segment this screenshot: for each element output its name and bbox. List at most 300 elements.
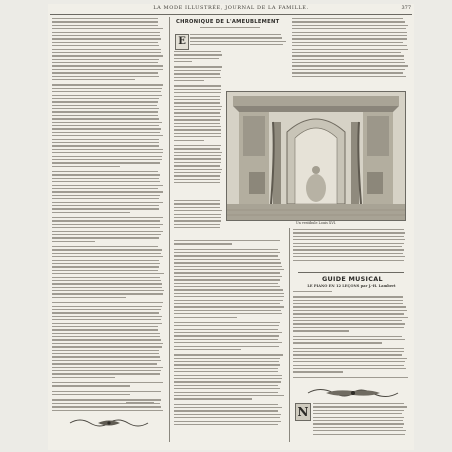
text-line bbox=[52, 79, 135, 80]
text-line bbox=[52, 38, 161, 39]
text-line bbox=[174, 272, 280, 273]
text-line bbox=[292, 28, 406, 29]
text-line bbox=[52, 42, 158, 43]
text-line bbox=[174, 349, 241, 350]
text-line bbox=[292, 65, 408, 66]
text-line bbox=[174, 310, 281, 311]
text-line bbox=[52, 363, 157, 364]
text-line bbox=[174, 410, 278, 411]
text-line bbox=[190, 41, 286, 42]
text-line bbox=[292, 35, 407, 36]
text-line bbox=[52, 256, 163, 257]
column-divider-right bbox=[289, 228, 290, 442]
text-line bbox=[293, 348, 404, 349]
text-line bbox=[313, 417, 404, 418]
text-line bbox=[52, 65, 163, 66]
text-line bbox=[52, 111, 158, 112]
text-line bbox=[52, 128, 161, 129]
text-line bbox=[52, 25, 158, 26]
text-line bbox=[52, 98, 159, 99]
text-line bbox=[292, 38, 407, 39]
text-line bbox=[52, 339, 161, 340]
text-line bbox=[52, 323, 162, 324]
text-line bbox=[52, 356, 160, 357]
text-line bbox=[52, 152, 163, 153]
text-line bbox=[174, 388, 280, 389]
text-line bbox=[292, 72, 403, 73]
text-line bbox=[313, 427, 403, 428]
left-column-signature bbox=[126, 402, 154, 405]
text-line bbox=[174, 109, 221, 110]
text-line bbox=[174, 381, 281, 382]
ornamental-banner bbox=[306, 386, 400, 400]
text-line bbox=[174, 243, 232, 244]
text-line bbox=[52, 115, 158, 116]
furnishing-text-narrow-2 bbox=[174, 200, 224, 236]
text-line bbox=[313, 430, 406, 431]
text-line bbox=[293, 296, 403, 297]
text-line bbox=[293, 249, 404, 250]
text-line bbox=[292, 21, 405, 22]
text-line bbox=[174, 364, 280, 365]
text-line bbox=[52, 399, 161, 400]
text-line bbox=[174, 342, 282, 343]
text-line bbox=[174, 371, 278, 372]
text-line bbox=[174, 152, 222, 153]
text-line bbox=[174, 145, 221, 146]
text-line bbox=[313, 420, 403, 421]
text-line bbox=[52, 21, 158, 22]
text-line bbox=[174, 165, 220, 166]
text-line bbox=[174, 269, 284, 270]
text-line bbox=[52, 241, 95, 242]
text-line bbox=[174, 58, 219, 59]
text-line bbox=[174, 332, 282, 333]
text-line bbox=[174, 96, 220, 97]
text-line bbox=[52, 234, 161, 235]
text-line bbox=[52, 135, 163, 136]
text-line bbox=[174, 126, 221, 127]
text-line bbox=[174, 210, 222, 211]
text-line bbox=[174, 335, 279, 336]
text-line bbox=[174, 385, 278, 386]
music-guide-text bbox=[293, 291, 410, 381]
text-line bbox=[52, 227, 160, 228]
text-line bbox=[313, 423, 404, 424]
text-line bbox=[174, 227, 220, 228]
text-line bbox=[174, 283, 278, 284]
vestibule-engraving bbox=[227, 92, 405, 220]
text-line bbox=[293, 236, 404, 237]
column-divider bbox=[169, 17, 170, 442]
text-line bbox=[52, 217, 163, 218]
magazine-page bbox=[48, 4, 414, 450]
text-line bbox=[52, 231, 163, 232]
text-line bbox=[52, 273, 164, 274]
furnishing-article-title: CHRONIQUE DE L'AMEUBLEMENT bbox=[176, 19, 280, 25]
text-line bbox=[52, 62, 158, 63]
text-line bbox=[52, 125, 159, 126]
text-line bbox=[174, 92, 221, 93]
text-line bbox=[174, 395, 284, 396]
text-line bbox=[174, 155, 221, 156]
text-line bbox=[174, 73, 220, 74]
text-line bbox=[174, 378, 282, 379]
text-line bbox=[52, 188, 158, 189]
text-line bbox=[293, 317, 408, 318]
text-line bbox=[174, 300, 283, 301]
text-line bbox=[52, 350, 159, 351]
text-line bbox=[174, 404, 278, 405]
text-line bbox=[52, 326, 158, 327]
text-line bbox=[174, 148, 220, 149]
text-line bbox=[174, 106, 222, 107]
music-guide-subtitle: LE PIANO EN 12 LEÇONS par J.-H. Lambert bbox=[307, 284, 396, 288]
text-line bbox=[52, 72, 158, 73]
text-line bbox=[52, 88, 162, 89]
text-line bbox=[52, 237, 159, 238]
text-line bbox=[52, 249, 162, 250]
text-line bbox=[52, 76, 159, 77]
text-line bbox=[190, 34, 281, 35]
text-line bbox=[174, 85, 221, 86]
text-line bbox=[174, 158, 221, 159]
text-line bbox=[174, 102, 220, 103]
text-line bbox=[52, 336, 160, 337]
text-line bbox=[52, 118, 159, 119]
text-line bbox=[174, 286, 280, 287]
text-line bbox=[174, 303, 280, 304]
text-line bbox=[292, 76, 406, 77]
left-column-text bbox=[52, 18, 166, 444]
text-line bbox=[52, 18, 158, 19]
text-line bbox=[52, 394, 130, 395]
text-line bbox=[292, 32, 407, 33]
text-line bbox=[174, 329, 278, 330]
text-line bbox=[293, 253, 403, 254]
text-line bbox=[174, 361, 279, 362]
text-line bbox=[174, 224, 220, 225]
bottom-text bbox=[313, 403, 410, 443]
text-line bbox=[52, 162, 160, 163]
text-line bbox=[174, 129, 221, 130]
text-line bbox=[52, 45, 159, 46]
text-line bbox=[174, 317, 237, 318]
text-line bbox=[174, 119, 220, 120]
text-line bbox=[174, 276, 282, 277]
text-line bbox=[52, 346, 162, 347]
text-line bbox=[52, 84, 163, 85]
text-line bbox=[52, 159, 162, 160]
text-line bbox=[174, 203, 220, 204]
text-line bbox=[52, 49, 161, 50]
right-column-continuation bbox=[293, 229, 410, 269]
text-line bbox=[52, 91, 161, 92]
text-line bbox=[174, 424, 278, 425]
text-line bbox=[174, 255, 278, 256]
text-line bbox=[174, 240, 280, 241]
text-line bbox=[292, 25, 408, 26]
text-line bbox=[293, 239, 405, 240]
text-line bbox=[52, 367, 163, 368]
text-line bbox=[174, 51, 221, 52]
right-column-top-text bbox=[292, 18, 410, 88]
text-line bbox=[52, 333, 160, 334]
text-line bbox=[174, 112, 220, 113]
text-line bbox=[52, 293, 163, 294]
text-line bbox=[174, 116, 221, 117]
text-line bbox=[292, 18, 403, 19]
text-line bbox=[52, 139, 159, 140]
text-line bbox=[52, 101, 158, 102]
text-line bbox=[174, 313, 282, 314]
text-line bbox=[52, 220, 160, 221]
text-line bbox=[293, 256, 405, 257]
text-line bbox=[52, 309, 161, 310]
left-column-ornament bbox=[68, 416, 150, 430]
text-line bbox=[52, 287, 162, 288]
bottom-dropcap: N bbox=[295, 403, 311, 421]
running-title: LA MODE ILLUSTRÉE, JOURNAL DE LA FAMILLE. bbox=[153, 5, 309, 11]
text-line bbox=[52, 212, 130, 213]
text-line bbox=[52, 360, 161, 361]
text-line bbox=[174, 306, 284, 307]
text-line bbox=[52, 382, 163, 383]
text-line bbox=[52, 35, 160, 36]
text-line bbox=[174, 61, 192, 62]
text-line bbox=[174, 70, 221, 71]
text-line bbox=[293, 361, 405, 362]
text-line bbox=[292, 52, 401, 53]
text-line bbox=[52, 329, 158, 330]
text-line bbox=[174, 293, 284, 294]
text-line bbox=[174, 421, 281, 422]
text-line bbox=[52, 132, 160, 133]
text-line bbox=[174, 249, 278, 250]
text-line bbox=[52, 263, 160, 264]
text-line bbox=[174, 358, 280, 359]
text-line bbox=[174, 322, 280, 323]
text-line bbox=[313, 434, 405, 435]
illustration-caption: Un vestibule Louis XVI. bbox=[295, 221, 337, 225]
text-line bbox=[293, 310, 407, 311]
text-line bbox=[174, 279, 280, 280]
text-line bbox=[52, 406, 161, 407]
text-line bbox=[52, 290, 164, 291]
text-line bbox=[293, 336, 402, 337]
text-line bbox=[174, 172, 221, 173]
text-line bbox=[174, 54, 222, 55]
text-line bbox=[292, 59, 404, 60]
text-line bbox=[174, 200, 220, 201]
text-line bbox=[52, 353, 159, 354]
text-line bbox=[293, 246, 402, 247]
text-line bbox=[174, 175, 220, 176]
text-line bbox=[292, 69, 405, 70]
text-line bbox=[293, 306, 406, 307]
text-line bbox=[174, 368, 278, 369]
text-line bbox=[52, 142, 159, 143]
text-line bbox=[174, 407, 282, 408]
text-line bbox=[174, 262, 281, 263]
text-line bbox=[174, 220, 221, 221]
text-line bbox=[52, 270, 158, 271]
page-number: 377 bbox=[401, 5, 411, 11]
text-line bbox=[52, 343, 163, 344]
text-line bbox=[52, 260, 159, 261]
text-line bbox=[52, 195, 160, 196]
text-line bbox=[52, 297, 126, 298]
text-line bbox=[52, 373, 160, 374]
text-line bbox=[293, 377, 408, 378]
text-line bbox=[293, 351, 404, 352]
text-line bbox=[293, 342, 382, 343]
text-line bbox=[293, 229, 404, 230]
text-line bbox=[174, 89, 221, 90]
text-line bbox=[52, 178, 159, 179]
text-line bbox=[52, 391, 161, 392]
text-line bbox=[292, 49, 408, 50]
text-line bbox=[190, 44, 283, 45]
text-line bbox=[293, 303, 403, 304]
text-line bbox=[174, 77, 221, 78]
text-line bbox=[174, 182, 220, 183]
text-line bbox=[174, 169, 222, 170]
text-line bbox=[52, 410, 163, 411]
text-line bbox=[52, 266, 159, 267]
text-line bbox=[293, 371, 343, 372]
running-head bbox=[48, 5, 414, 13]
text-line bbox=[174, 354, 283, 355]
text-line bbox=[293, 354, 402, 355]
music-guide-title: GUIDE MUSICAL bbox=[322, 275, 383, 283]
text-line bbox=[52, 52, 161, 53]
text-line bbox=[52, 181, 160, 182]
text-line bbox=[52, 149, 163, 150]
text-line bbox=[174, 398, 252, 399]
text-line bbox=[190, 37, 282, 38]
text-line bbox=[52, 246, 158, 247]
furnishing-dropcap: E bbox=[175, 34, 189, 50]
text-line bbox=[174, 214, 221, 215]
text-line bbox=[174, 296, 284, 297]
text-line bbox=[52, 55, 163, 56]
text-line bbox=[52, 122, 162, 123]
text-line bbox=[174, 289, 283, 290]
text-line bbox=[293, 232, 405, 233]
text-line bbox=[52, 59, 159, 60]
text-line bbox=[174, 339, 278, 340]
text-line bbox=[52, 95, 162, 96]
text-line bbox=[293, 300, 403, 301]
text-line bbox=[52, 174, 160, 175]
text-line bbox=[52, 224, 163, 225]
text-line bbox=[292, 45, 407, 46]
text-line bbox=[52, 253, 161, 254]
text-line bbox=[52, 202, 163, 203]
text-line bbox=[52, 319, 161, 320]
text-line bbox=[293, 327, 404, 328]
text-line bbox=[174, 80, 204, 81]
text-line bbox=[52, 316, 162, 317]
text-line bbox=[52, 377, 115, 378]
text-line bbox=[313, 410, 404, 411]
text-line bbox=[52, 280, 161, 281]
text-line bbox=[174, 325, 279, 326]
text-line bbox=[174, 207, 220, 208]
text-line bbox=[52, 156, 162, 157]
text-line bbox=[52, 198, 159, 199]
text-line bbox=[52, 283, 162, 284]
text-line bbox=[174, 99, 220, 100]
text-line bbox=[52, 302, 163, 303]
text-line bbox=[174, 259, 280, 260]
text-line bbox=[292, 42, 403, 43]
furnishing-article-byline bbox=[200, 27, 260, 30]
text-line bbox=[174, 136, 221, 137]
text-line bbox=[293, 365, 404, 366]
text-line bbox=[174, 266, 282, 267]
text-line bbox=[52, 370, 161, 371]
text-line bbox=[52, 208, 159, 209]
text-line bbox=[174, 252, 280, 253]
text-line bbox=[174, 417, 280, 418]
text-line bbox=[52, 205, 159, 206]
text-line bbox=[293, 339, 405, 340]
text-line bbox=[174, 133, 221, 134]
text-line bbox=[293, 291, 332, 292]
text-line bbox=[52, 385, 130, 386]
text-line bbox=[174, 140, 204, 141]
section-divider bbox=[298, 272, 404, 273]
text-line bbox=[293, 243, 404, 244]
text-line bbox=[52, 69, 163, 70]
text-line bbox=[52, 185, 163, 186]
text-line bbox=[292, 55, 404, 56]
text-line bbox=[174, 123, 220, 124]
text-line bbox=[292, 62, 405, 63]
text-line bbox=[313, 403, 404, 404]
text-line bbox=[52, 312, 159, 313]
text-line bbox=[52, 166, 120, 167]
text-line bbox=[174, 217, 221, 218]
text-line bbox=[293, 358, 407, 359]
text-line bbox=[174, 179, 220, 180]
text-line bbox=[52, 108, 159, 109]
text-line bbox=[52, 28, 163, 29]
text-line bbox=[52, 191, 163, 192]
text-line bbox=[293, 330, 349, 331]
furnishing-text-narrow bbox=[174, 51, 224, 196]
furnishing-text-lower bbox=[174, 240, 286, 440]
dropcap-adjacent-text bbox=[190, 34, 288, 48]
text-line bbox=[293, 323, 405, 324]
text-line bbox=[174, 414, 281, 415]
text-line bbox=[52, 306, 162, 307]
text-line bbox=[52, 32, 160, 33]
text-line bbox=[174, 162, 221, 163]
text-line bbox=[174, 66, 222, 67]
header-rule bbox=[50, 14, 412, 15]
text-line bbox=[174, 375, 282, 376]
text-line bbox=[293, 368, 406, 369]
text-line bbox=[293, 320, 402, 321]
text-line bbox=[293, 260, 404, 261]
text-line bbox=[52, 171, 158, 172]
text-line bbox=[293, 313, 404, 314]
text-line bbox=[313, 413, 402, 414]
text-line bbox=[313, 406, 407, 407]
